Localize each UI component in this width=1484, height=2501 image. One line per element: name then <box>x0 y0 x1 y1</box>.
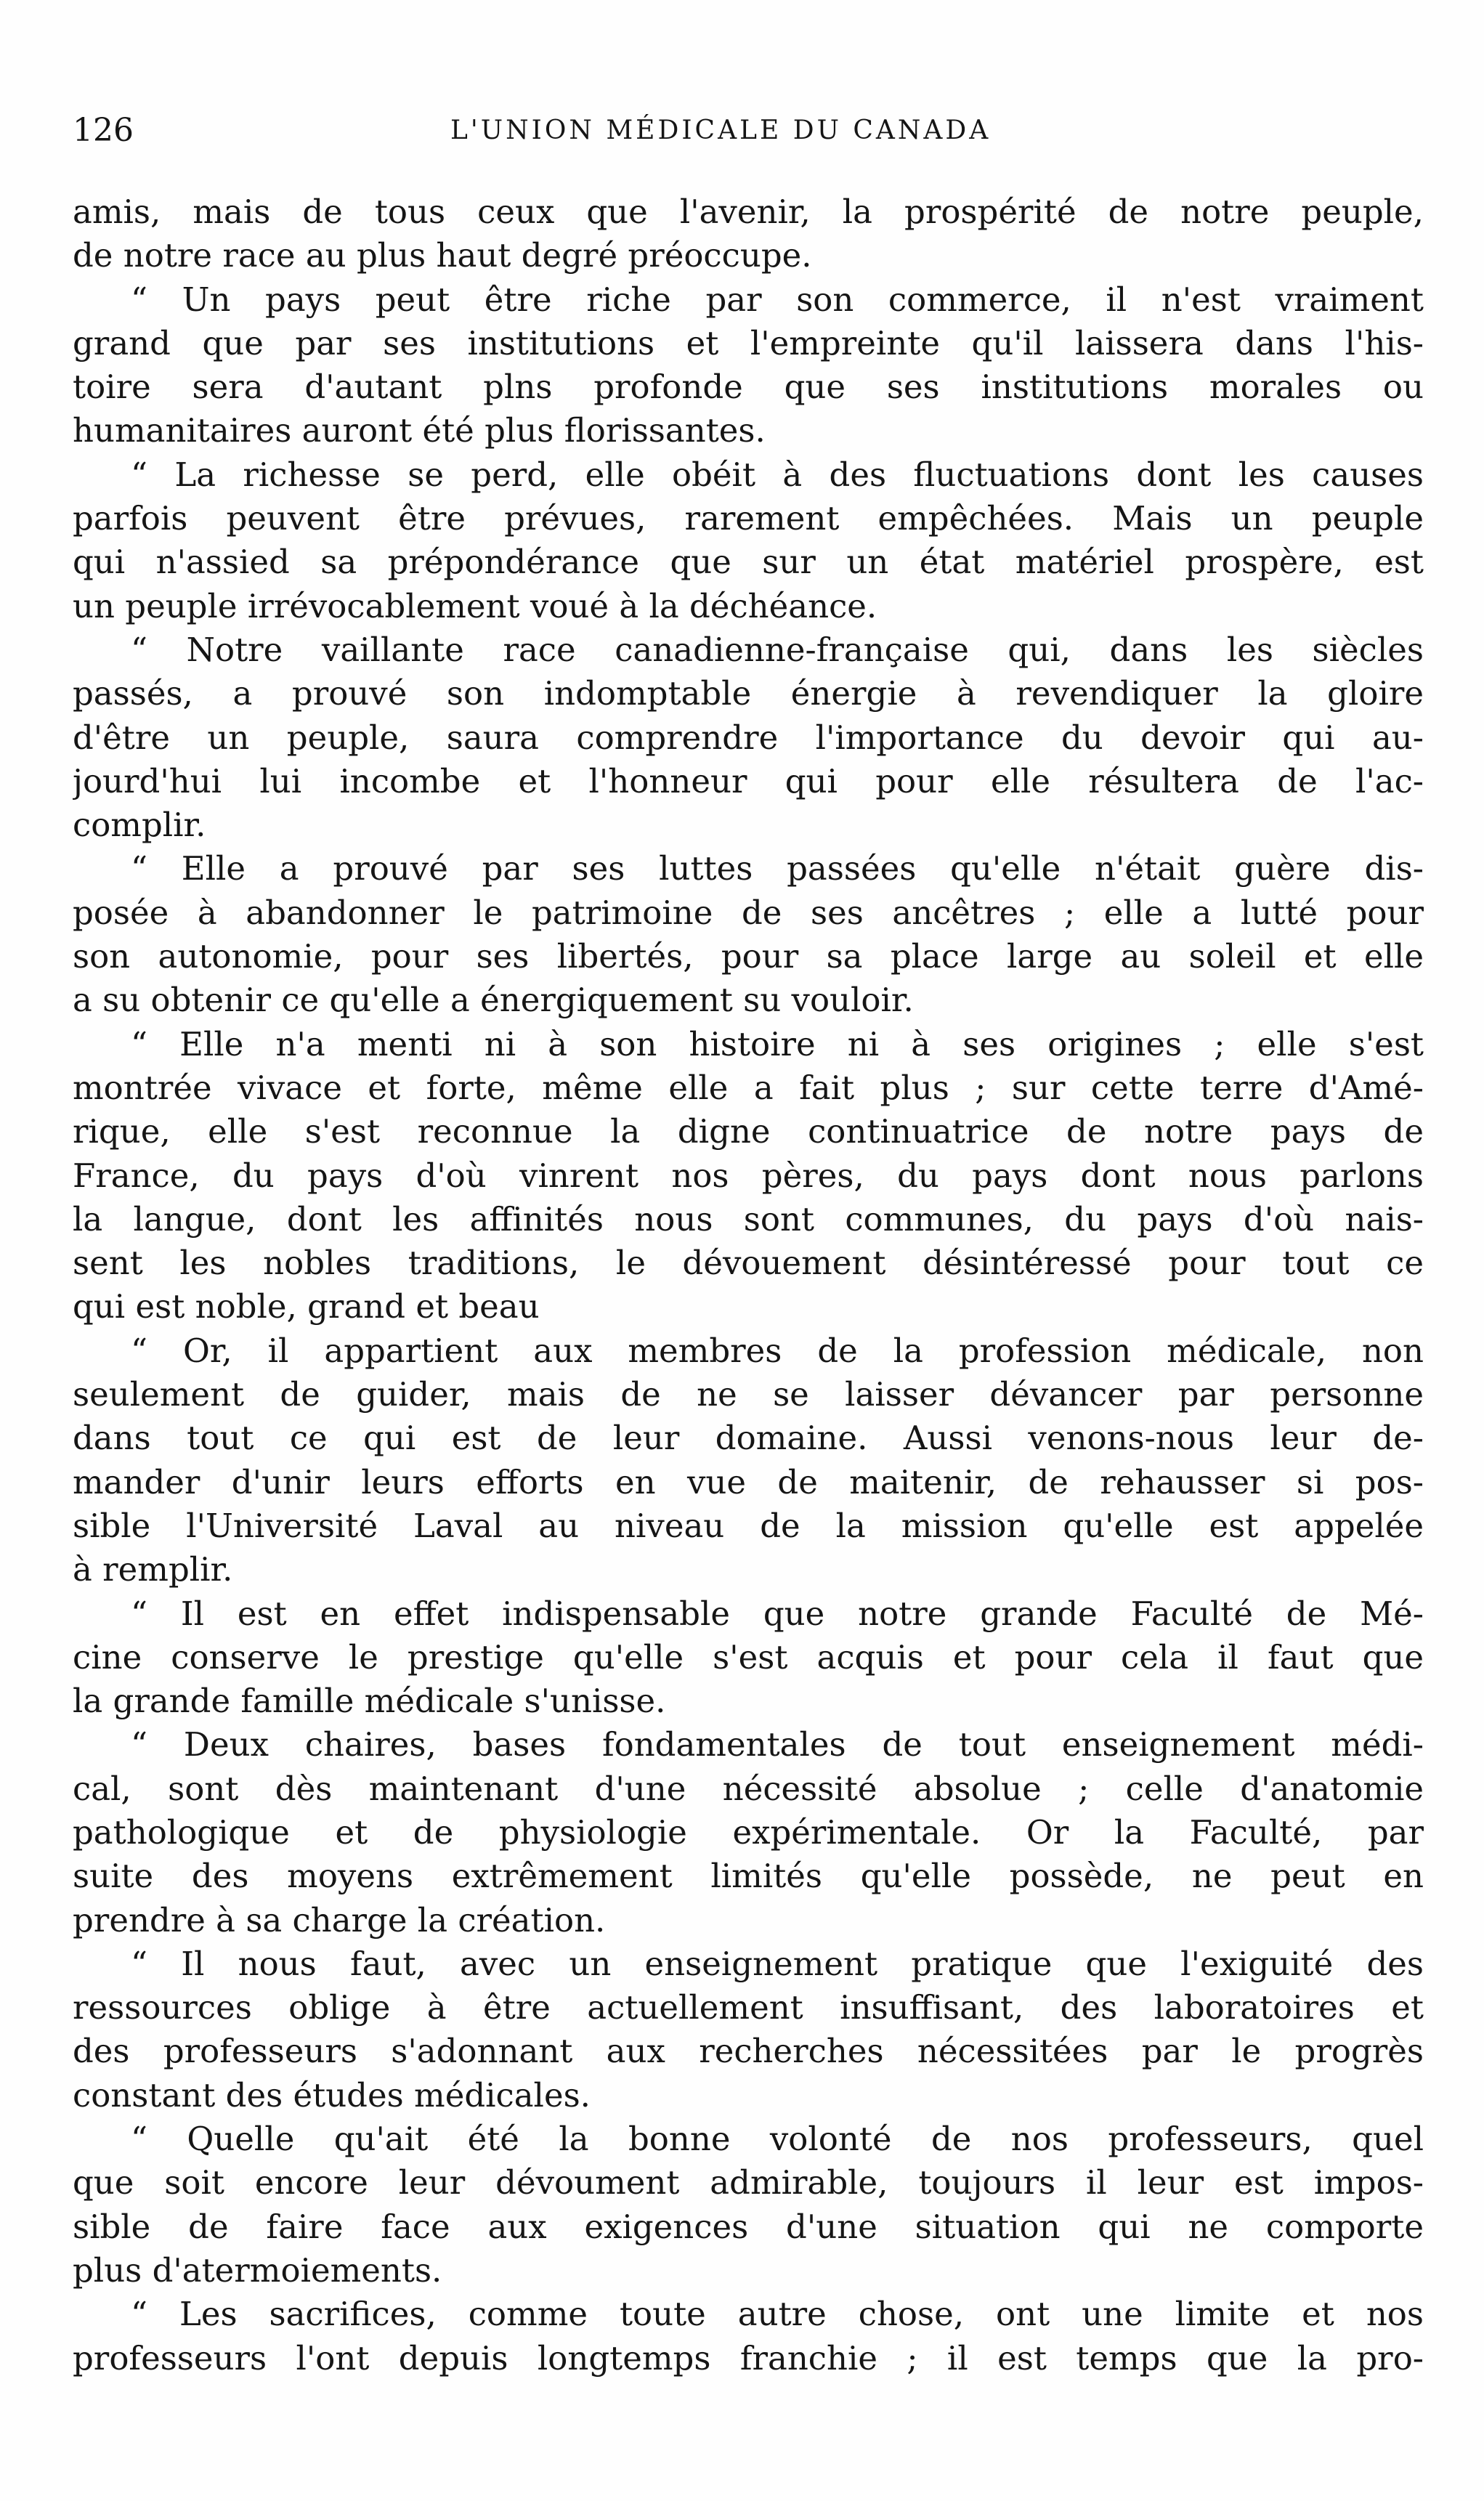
text-line: montrée vivace et forte, même elle a fait plus ; sur cette terre d'Amé- <box>73 1068 1424 1107</box>
text-line: “ Un pays peut être riche par son commerce, il n'est vraiment <box>131 280 1424 319</box>
text-line: “ Or, il appartient aux membres de la profession médicale, non <box>131 1331 1424 1370</box>
text-line: grand que par ses institutions et l'empreinte qu'il laissera dans l'his- <box>73 323 1424 362</box>
text-line: humanitaires auront été plus florissantes. <box>73 411 766 450</box>
text-line: de notre race au plus haut degré préoccupe. <box>73 236 812 275</box>
text-line: plus d'atermoiements. <box>73 2250 442 2290</box>
text-line: qui n'assied sa prépondérance que sur un état matériel prospère, est <box>73 543 1424 582</box>
text-line: constant des études médicales. <box>73 2075 591 2115</box>
text-line: “ Deux chaires, bases fondamentales de tout enseignement médi- <box>131 1725 1424 1764</box>
text-line: “ Quelle qu'ait été la bonne volonté de nos professeurs, quel <box>131 2120 1424 2159</box>
text-line: amis, mais de tous ceux que l'avenir, la prospérité de notre peuple, <box>73 192 1424 231</box>
text-line: toire sera d'autant plns profonde que ses institutions morales ou <box>73 368 1424 407</box>
text-line: “ Notre vaillante race canadienne-française qui, dans les siècles <box>131 630 1424 669</box>
text-line: rique, elle s'est reconnue la digne continuatrice de notre pays de <box>73 1112 1424 1151</box>
text-line: “ Il est en effet indispensable que notre grande Faculté de Mé- <box>131 1594 1424 1633</box>
text-line: sible l'Université Laval au niveau de la mission qu'elle est appelée <box>73 1506 1424 1545</box>
text-line: jourd'hui lui incombe et l'honneur qui pour elle résultera de l'ac- <box>73 761 1424 800</box>
text-line: “ La richesse se perd, elle obéit à des fluctuations dont les causes <box>131 455 1424 494</box>
text-line: son autonomie, pour ses libertés, pour sa place large au soleil et elle <box>73 937 1424 976</box>
text-line: France, du pays d'où vinrent nos pères, du pays dont nous parlons <box>73 1156 1424 1195</box>
text-line: prendre à sa charge la création. <box>73 1900 606 1939</box>
text-line: cine conserve le prestige qu'elle s'est acquis et pour cela il faut que <box>73 1637 1424 1677</box>
text-line: dans tout ce qui est de leur domaine. Aussi venons-nous leur de- <box>73 1419 1424 1458</box>
text-line: “ Les sacrifices, comme toute autre chose, ont une limite et nos <box>131 2295 1424 2334</box>
text-line: mander d'unir leurs efforts en vue de maitenir, de rehausser si pos- <box>73 1462 1424 1501</box>
text-line: complir. <box>73 806 206 845</box>
text-line: a su obtenir ce qu'elle a énergiquement su vouloir. <box>73 981 914 1020</box>
text-line: passés, a prouvé son indomptable énergie à revendiquer la gloire <box>73 674 1424 713</box>
text-line: cal, sont dès maintenant d'une nécessité absolue ; celle d'anatomie <box>73 1769 1424 1808</box>
text-line: ressources oblige à être actuellement insuffisant, des laboratoires et <box>73 1988 1424 2027</box>
text-line: des professeurs s'adonnant aux recherches nécessitées par le progrès <box>73 2032 1424 2071</box>
text-line: posée à abandonner le patrimoine de ses ancêtres ; elle a lutté pour <box>73 893 1424 932</box>
journal-title: L'UNION MÉDICALE DU CANADA <box>450 115 992 145</box>
text-line: que soit encore leur dévoument admirable, toujours il leur est impos- <box>73 2163 1424 2202</box>
text-line: la grande famille médicale s'unisse. <box>73 1682 666 1721</box>
text-line: suite des moyens extrêmement limités qu'elle possède, ne peut en <box>73 1857 1424 1896</box>
text-line: pathologique et de physiologie expérimentale. Or la Faculté, par <box>73 1812 1424 1852</box>
text-line: “ Elle n'a menti ni à son histoire ni à ses origines ; elle s'est <box>131 1024 1424 1063</box>
body-text <box>73 190 1424 2380</box>
text-line: sible de faire face aux exigences d'une situation qui ne comporte <box>73 2207 1424 2246</box>
text-line: “ Elle a prouvé par ses luttes passées qu'elle n'était guère dis- <box>131 849 1424 888</box>
page-number: 126 <box>73 112 134 149</box>
text-line: professeurs l'ont depuis longtemps franchie ; il est temps que la pro- <box>73 2338 1424 2378</box>
text-line: la langue, dont les affinités nous sont communes, du pays d'où nais- <box>73 1199 1424 1239</box>
text-line: qui est noble, grand et beau <box>73 1287 540 1326</box>
running-head <box>73 109 1424 153</box>
text-line: “ Il nous faut, avec un enseignement pratique que l'exiguité des <box>131 1944 1424 1983</box>
text-line: un peuple irrévocablement voué à la déchéance. <box>73 586 877 625</box>
text-line: d'être un peuple, saura comprendre l'importance du devoir qui au- <box>73 718 1424 757</box>
text-line: à remplir. <box>73 1550 233 1589</box>
text-line: seulement de guider, mais de ne se laisser dévancer par personne <box>73 1375 1424 1414</box>
text-line: sent les nobles traditions, le dévouement désintéressé pour tout ce <box>73 1244 1424 1283</box>
text-line: parfois peuvent être prévues, rarement empêchées. Mais un peuple <box>73 499 1424 538</box>
